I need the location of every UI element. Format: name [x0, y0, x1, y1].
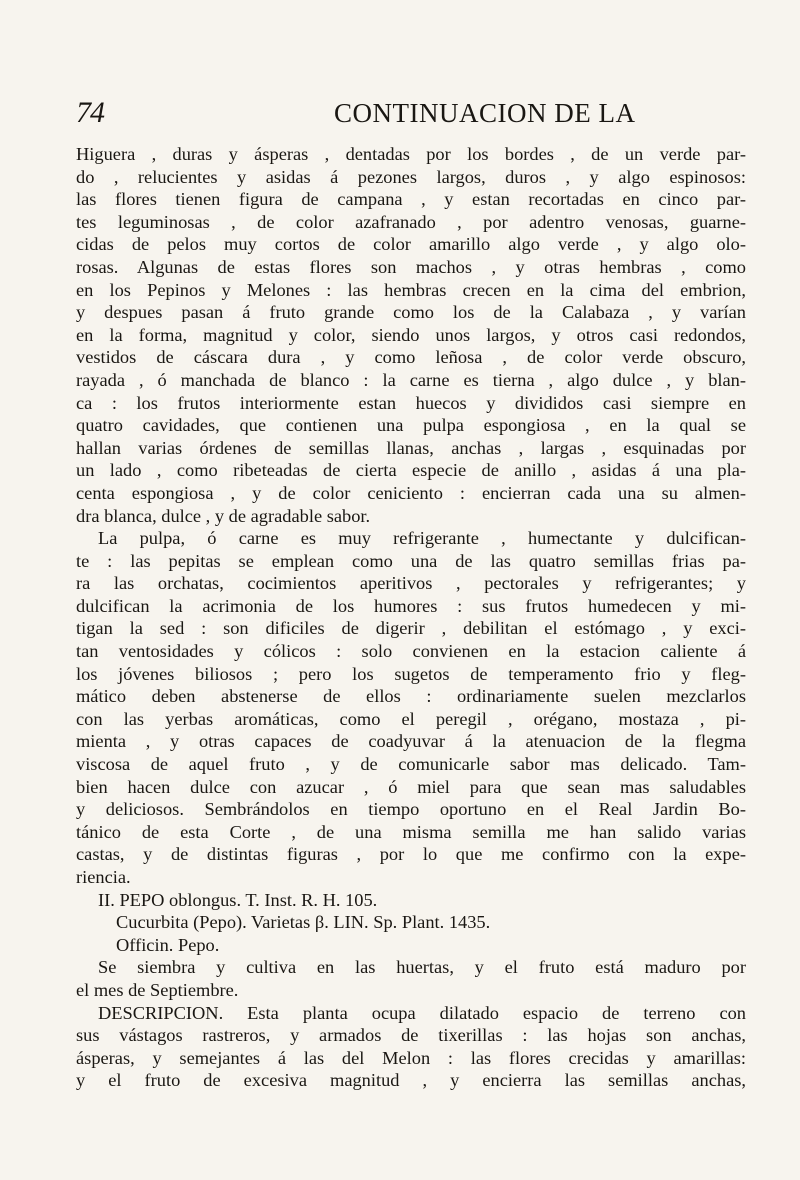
text-line: tánico de esta Corte , de una misma semilla me han salido varias [76, 821, 746, 842]
text-line: Se siembra y cultiva en las huertas, y el fruto está maduro por [98, 957, 746, 978]
text-line: y el fruto de excesiva magnitud , y encierra las semillas anchas, [76, 1070, 746, 1091]
text-line: las flores tienen figura de campana , y estan recortadas en cinco par- [76, 189, 746, 210]
text-line: dulcifican la acrimonia de los humores : sus frutos humedecen y mi- [76, 595, 746, 616]
text-line: cidas de pelos muy cortos de color amarillo algo verde , y algo olo- [76, 234, 746, 255]
text-line: tan ventosidades y cólicos : solo convienen en la estacion caliente á [76, 641, 746, 662]
text-line: rosas. Algunas de estas flores son machos , y otras hembras , como [76, 256, 746, 277]
text-line: bien hacen dulce con azucar , ó miel para que sean mas saludables [76, 776, 746, 797]
text-line: do , relucientes y asidas á pezones largos, duros , y algo espinosos: [76, 166, 746, 187]
text-line: II. PEPO oblongus. T. Inst. R. H. 105. [98, 889, 378, 910]
text-line: sus vástagos rastreros, y armados de tixerillas : las hojas son anchas, [76, 1025, 746, 1046]
text-line: viscosa de aquel fruto , y de comunicarle sabor mas delicado. Tam- [76, 754, 746, 775]
page-number: 74 [76, 96, 104, 129]
text-line: mático deben abstenerse de ellos : ordinariamente suelen mezclarlos [76, 686, 746, 707]
text-line: Higuera , duras y ásperas , dentadas por los bordes , de un verde par- [76, 144, 746, 164]
text-line: tigan la sed : son dificiles de digerir , debilitan el estómago , y exci- [76, 618, 746, 639]
text-line: te : las pepitas se emplean como una de las quatro semillas frias pa- [76, 550, 746, 571]
text-line: Cucurbita (Pepo). Varietas β. LIN. Sp. Plant. 1435. [116, 912, 491, 933]
body-text [76, 143, 746, 1092]
text-line: hallan varias órdenes de semillas llanas, anchas , largas , esquinadas por [76, 437, 746, 458]
text-line: castas, y de distintas figuras , por lo que me confirmo con la expe- [76, 844, 746, 865]
running-head: CONTINUACION DE LA [334, 98, 636, 128]
text-line: ca : los frutos interiormente estan huecos y divididos casi siempre en [76, 392, 746, 413]
text-line: DESCRIPCION. Esta planta ocupa dilatado espacio de terreno con [98, 1002, 746, 1023]
text-line: en los Pepinos y Melones : las hembras crecen en la cima del embrion, [76, 279, 746, 300]
text-line: La pulpa, ó carne es muy refrigerante , humectante y dulcifican- [98, 528, 746, 549]
text-line: el mes de Septiembre. [76, 979, 239, 1000]
text-line: ra las orchatas, cocimientos aperitivos , pectorales y refrigerantes; y [76, 573, 746, 594]
text-line: centa espongiosa , y de color ceniciento : encierran cada una su almen- [76, 482, 746, 503]
text-line: quatro cavidades, que contienen una pulpa espongiosa , en la qual se [76, 415, 746, 436]
text-line: y despues pasan á fruto grande como los de la Calabaza , y varían [76, 302, 746, 323]
text-line: vestidos de cáscara dura , y como leñosa , de color verde obscuro, [76, 347, 746, 368]
text-line: los jóvenes biliosos ; pero los sugetos de temperamento frio y fleg- [76, 663, 746, 684]
page-header [76, 96, 740, 136]
text-line: mienta , y otras capaces de coadyuvar á la atenuacion de la flegma [76, 731, 746, 752]
text-line: tes leguminosas , de color azafranado , por adentro venosas, guarne- [76, 211, 746, 232]
text-line: y deliciosos. Sembrándolos en tiempo oportuno en el Real Jardin Bo- [76, 799, 746, 820]
text-line: un lado , como ribeteadas de cierta especie de anillo , asidas á una pla- [76, 460, 746, 481]
text-line: ásperas, y semejantes á las del Melon : las flores crecidas y amarillas: [76, 1047, 746, 1068]
text-line: riencia. [76, 867, 131, 887]
text-line: rayada , ó manchada de blanco : la carne es tierna , algo dulce , y blan- [76, 369, 746, 390]
text-line: dra blanca, dulce , y de agradable sabor. [76, 505, 371, 526]
text-line: con las yerbas aromáticas, como el peregil , orégano, mostaza , pi- [76, 708, 746, 729]
text-line: Officin. Pepo. [116, 934, 220, 955]
text-line: en la forma, magnitud y color, siendo unos largos, y otros casi redondos, [76, 324, 746, 345]
